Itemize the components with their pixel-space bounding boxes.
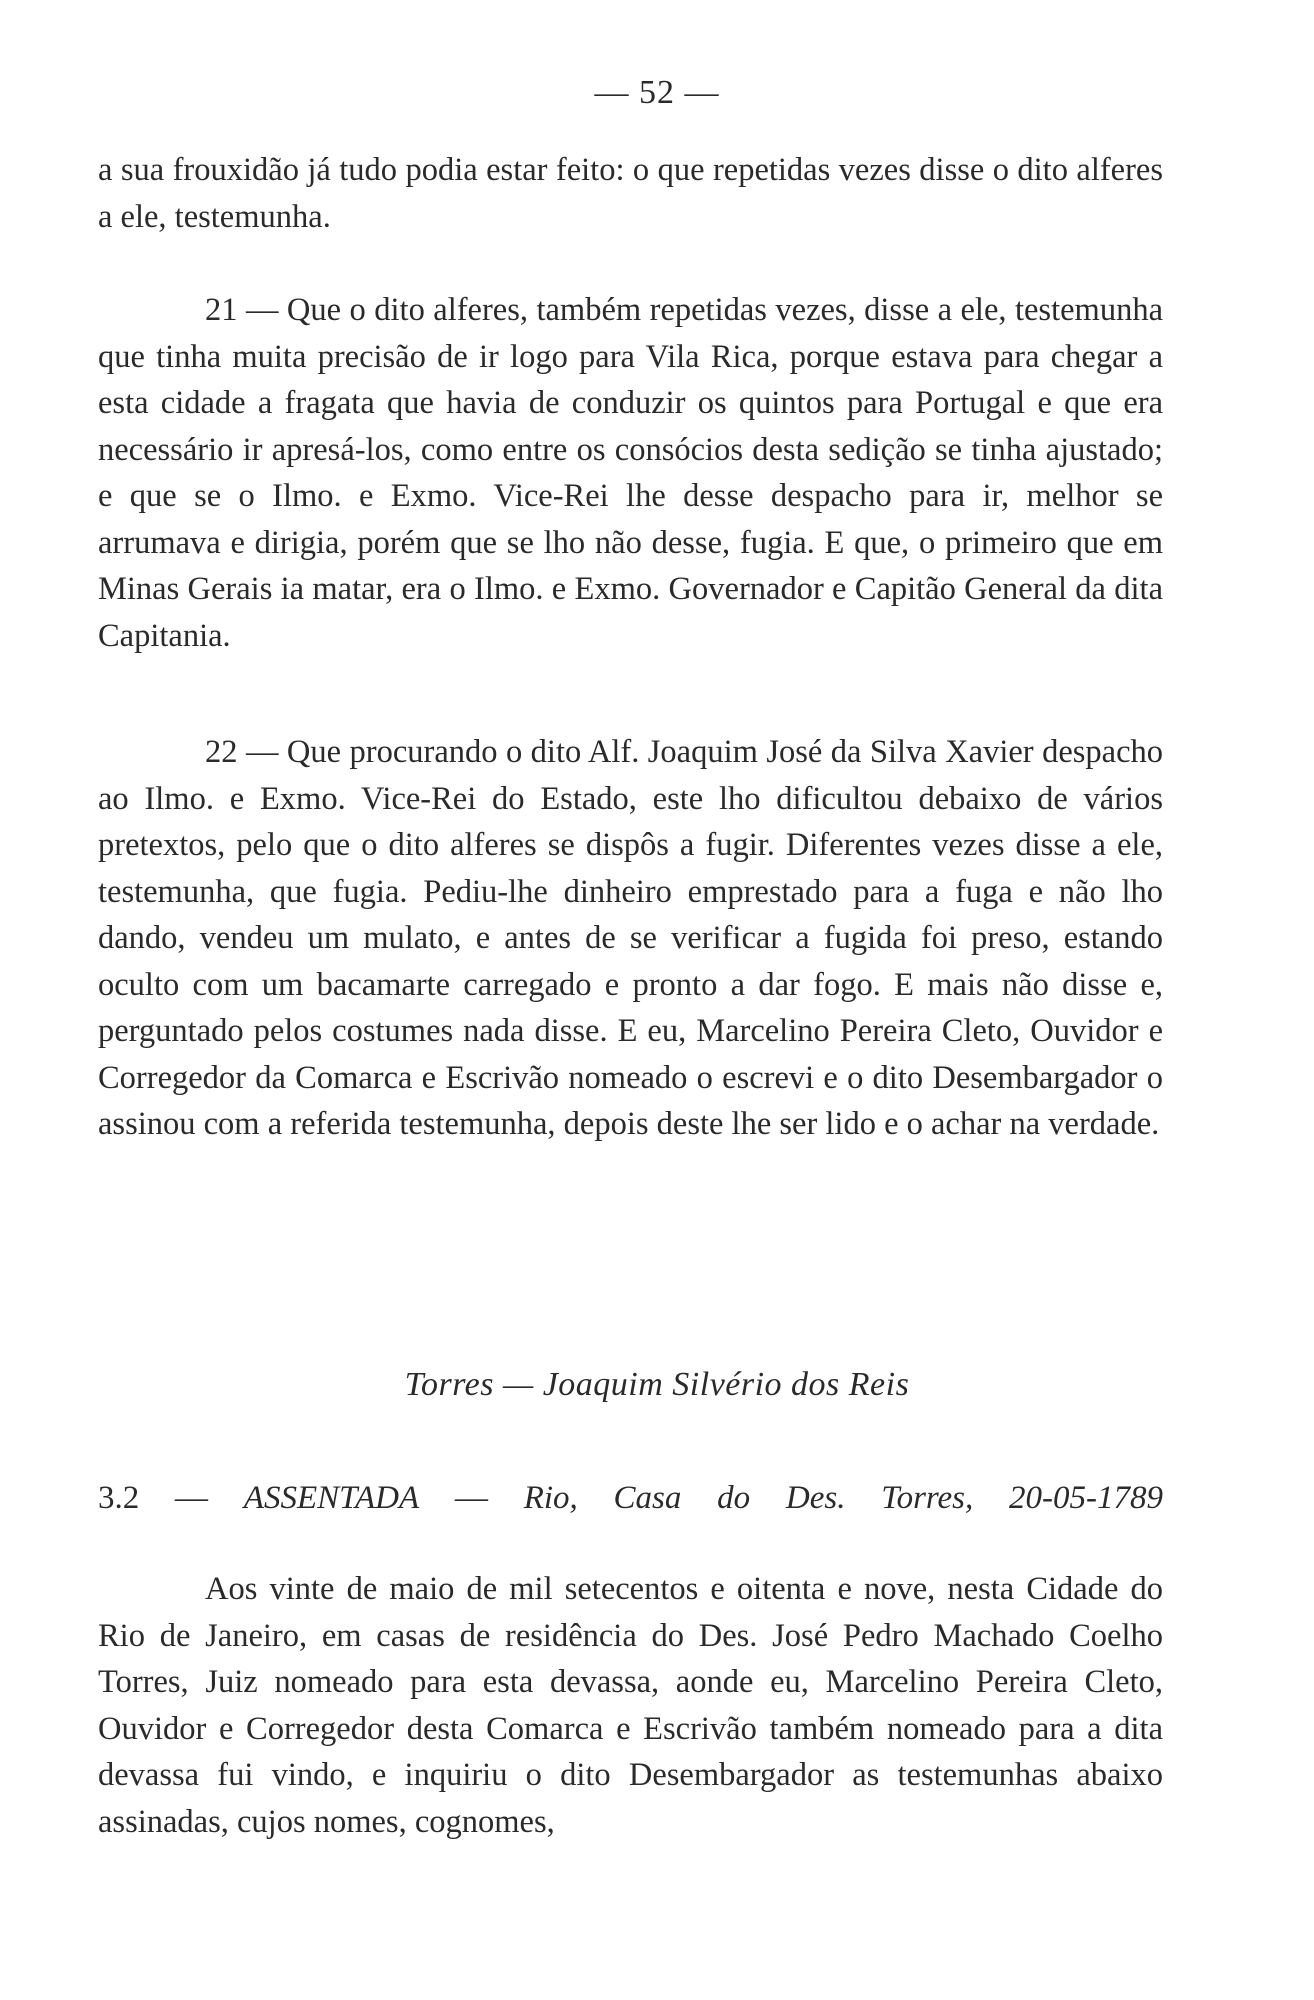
section-place-date: Rio, Casa do Des. Torres, 20-05-1789 bbox=[523, 1480, 1164, 1516]
section-heading bbox=[98, 1480, 1163, 1517]
paragraph-item-21: 21 — Que o dito alferes, também repetidas vezes, disse a ele, testemunha que tinha muita precisão de ir logo para Vila Rica, porque estava para chegar a esta cidade a fragata que havia de conduzir os quintos para Portugal e que era necessário ir apresá-los, como entre os consócios desta sedição se tinha ajustado; e que se o Ilmo. e Exmo. Vice-Rei lhe desse despacho para ir, melhor se arrumava e dirigia, porém que se lho não desse, fugia. E que, o primeiro que em Minas Gerais ia matar, era o Ilmo. e Exmo. Governador e Capitão General da dita Capitania. bbox=[98, 292, 1163, 654]
paragraph-assentada: Aos vinte de maio de mil setecentos e oitenta e nove, nesta Cidade do Rio de Janeiro, em casas de residência do Des. José Pedro Machado Coelho Torres, Juiz nomeado para esta devassa, aonde eu, Marcelino Pereira Cleto, Ouvidor e Corregedor desta Comarca e Escrivão também nomeado para a dita devassa fui vindo, e inquiriu o dito Desembargador as testemunhas abaixo assinadas, cujos nomes, cognomes, bbox=[98, 1571, 1163, 1840]
section-number: 3.2 — bbox=[98, 1480, 209, 1516]
paragraph-continuation: a sua frouxidão já tudo podia estar feito: o que repetidas vezes disse o dito alferes a ele, testemunha. bbox=[98, 152, 1163, 235]
signature-line: Torres — Joaquim Silvério dos Reis bbox=[404, 1366, 910, 1403]
page-number: — 52 — bbox=[594, 74, 720, 111]
section-separator: — bbox=[454, 1480, 488, 1516]
paragraph-item-22: 22 — Que procurando o dito Alf. Joaquim José da Silva Xavier despacho ao Ilmo. e Exmo. Vice-Rei do Estado, este lho dificultou debaixo de vários pretextos, pelo que o dito alferes se dispôs a fugir. Diferentes vezes disse a ele, testemunha, que fugia. Pediu-lhe dinheiro emprestado para a fuga e não lho dando, vendeu um mulato, e antes de se verificar a fugida foi preso, estando oculto com um bacamarte carregado e pronto a dar fogo. E mais não disse e, perguntado pelos costumes nada disse. E eu, Marcelino Pereira Cleto, Ouvidor e Corregedor da Comarca e Escrivão nomeado o escrevi e o dito Desembargador o assinou com a referida testemunha, depois deste lhe ser lido e o achar na verdade. bbox=[98, 734, 1163, 1142]
section-title: ASSENTADA bbox=[243, 1480, 420, 1516]
